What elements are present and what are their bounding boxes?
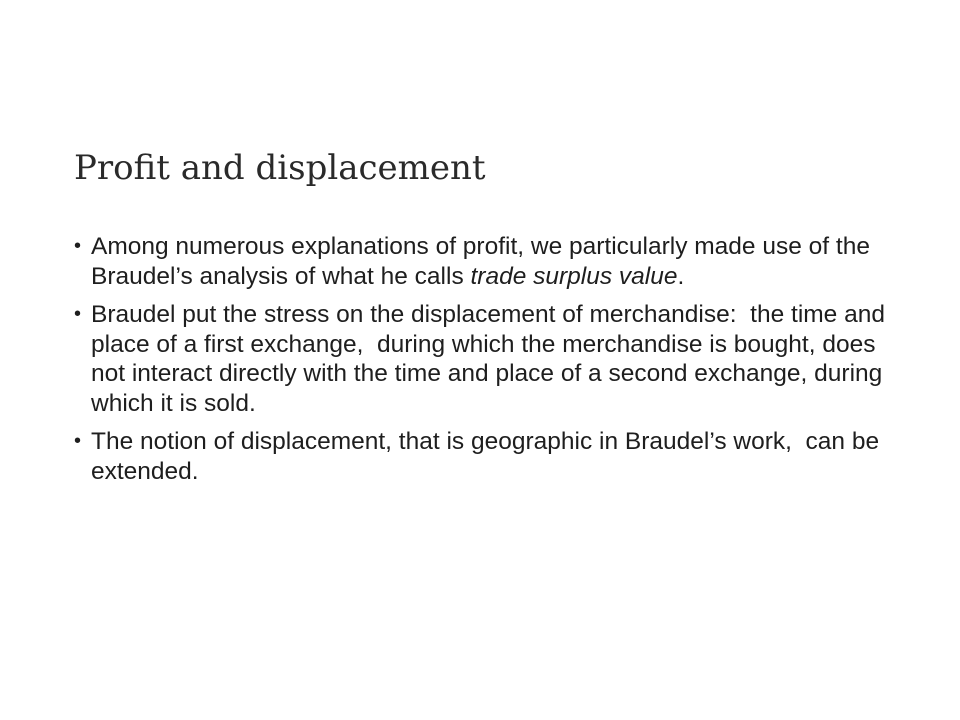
bullet-text [91, 233, 870, 290]
bullet-item-3 [74, 427, 904, 486]
bullet-text-italic: trade surplus value [470, 262, 678, 290]
bullet-item-1 [74, 232, 904, 291]
bullet-list [74, 232, 904, 495]
bullet-marker: • [74, 235, 82, 257]
bullet-marker: • [74, 303, 82, 325]
bullet-text-tail: . [677, 262, 685, 290]
bullet-marker: • [74, 430, 82, 452]
bullet-text: The notion of displacement, that is geographic in Braudel’s work, can be extended. [91, 428, 886, 485]
bullet-text-lead: Among numerous explanations of profit, we particularly made use of the Braudel’s analysis of what he calls [91, 233, 870, 290]
slide-title: Profit and displacement [74, 148, 486, 188]
bullet-item-2 [74, 300, 904, 418]
bullet-text: Braudel put the stress on the displacement of merchandise: the time and place of a first exchange, during which the merchandise is bought, does not interact directly with the time and place of a second exchange, during which it is sold. [91, 301, 892, 417]
